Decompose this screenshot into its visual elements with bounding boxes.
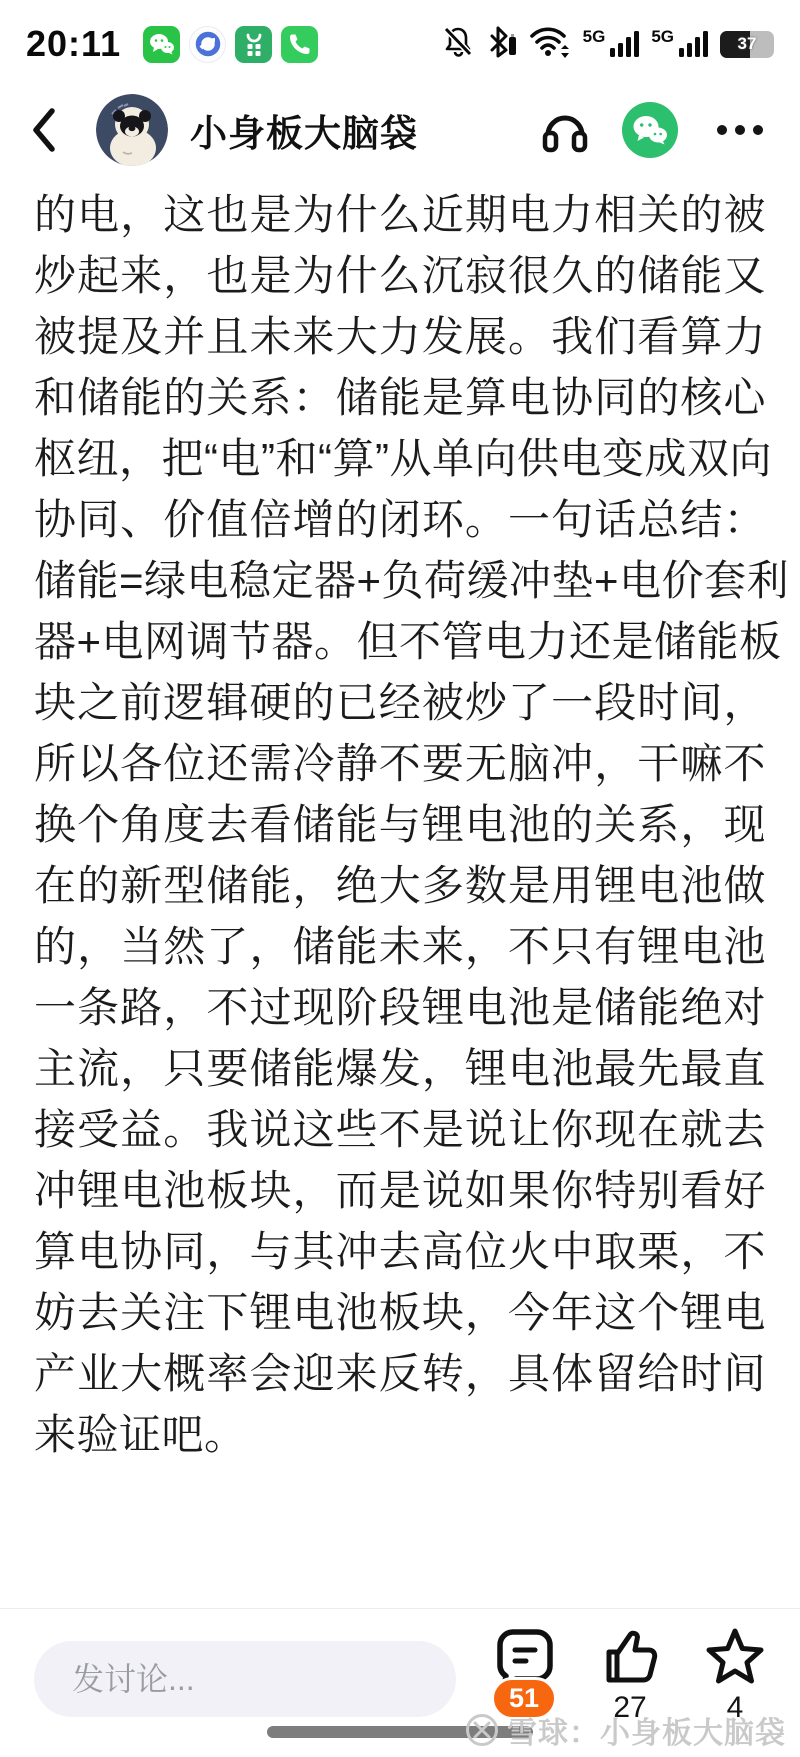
article-line: 主流，只要储能爆发，锂电池最先最直 — [34, 1045, 766, 1092]
article-line: 器+电网调节器。但不管电力还是储能板 — [34, 618, 782, 665]
thumbs-up-icon — [601, 1627, 659, 1685]
article-line: 和储能的关系：储能是算电协同的核心 — [34, 374, 766, 421]
signal-5g-icon-sim1: 5G — [583, 31, 640, 57]
avatar[interactable] — [96, 94, 168, 166]
phone-app-icon — [281, 26, 318, 63]
watermark-text: 雪球：小身板大脑袋 — [507, 1717, 786, 1750]
star-icon — [705, 1627, 765, 1685]
article-line: 算电协同，与其冲去高位火中取栗，不 — [34, 1228, 766, 1275]
bluetooth-icon — [487, 25, 517, 64]
nav-bar — [0, 88, 800, 172]
status-right-cluster — [441, 25, 774, 64]
listen-button[interactable] — [540, 105, 590, 155]
back-button[interactable] — [30, 103, 70, 157]
article-line: 换个角度去看储能与锂电池的关系，现 — [34, 801, 766, 848]
battery-percent: 37 — [737, 34, 757, 53]
article-line: 冲锂电池板块，而是说如果你特别看好 — [34, 1167, 766, 1214]
article-line: 所以各位还需冷静不要无脑冲，干嘛不 — [34, 740, 766, 787]
comments-button[interactable] — [469, 1627, 579, 1720]
article-line: 协同、价值倍增的闭环。一句话总结： — [34, 496, 766, 543]
xueqiu-logo-icon — [465, 1713, 499, 1747]
comment-input[interactable] — [34, 1641, 456, 1717]
like-count: 27 — [613, 1691, 647, 1724]
notification-icons — [143, 26, 318, 63]
article-line: 妨去关注下锂电池板块，今年这个锂电 — [34, 1289, 766, 1336]
wifi-icon — [529, 25, 571, 64]
article-line: 的电，这也是为什么近期电力相关的被 — [34, 191, 766, 238]
article-line: 接受益。我说这些不是说让你现在就去 — [34, 1106, 766, 1153]
more-button[interactable] — [710, 125, 770, 135]
page-title[interactable]: 小身板大脑袋 — [190, 113, 418, 154]
bell-muted-icon — [441, 25, 475, 64]
comment-count-badge: 51 — [491, 1677, 557, 1720]
wechat-icon — [632, 114, 668, 146]
article-line: 一条路，不过现阶段锂电池是储能绝对 — [34, 984, 766, 1031]
article-line: 的，当然了，储能未来，不只有锂电池 — [34, 923, 766, 970]
battery-icon — [720, 31, 774, 58]
article-line: 块之前逻辑硬的已经被炒了一段时间， — [34, 679, 766, 726]
app-grid-icon — [235, 26, 272, 63]
chevron-left-icon — [30, 107, 56, 153]
wechat-app-icon — [143, 26, 180, 63]
article-body — [34, 184, 790, 1465]
article-line: 产业大概率会迎来反转，具体留给时间 — [34, 1350, 766, 1397]
nav-actions — [540, 102, 770, 158]
clock: 20:11 — [26, 23, 122, 64]
watermark — [465, 1708, 786, 1752]
article-line: 炒起来，也是为什么沉寂很久的储能又 — [34, 252, 766, 299]
headphones-icon — [541, 107, 589, 153]
favorite-count: 4 — [726, 1691, 744, 1724]
dual-ring-app-icon — [189, 26, 226, 63]
article-line: 储能=绿电稳定器+负荷缓冲垫+电价套利 — [34, 557, 790, 604]
ellipsis-icon — [717, 125, 727, 135]
wechat-share-button[interactable] — [622, 102, 678, 158]
signal-5g-icon-sim2: 5G — [651, 31, 708, 57]
article-line: 枢纽，把“电”和“算”从单向供电变成双向 — [34, 435, 772, 482]
article-line: 在的新型储能，绝大多数是用锂电池做 — [34, 862, 766, 909]
article-line: 来验证吧。 — [34, 1411, 247, 1458]
status-bar — [0, 16, 800, 72]
article-line: 被提及并且未来大力发展。我们看算力 — [34, 313, 766, 360]
